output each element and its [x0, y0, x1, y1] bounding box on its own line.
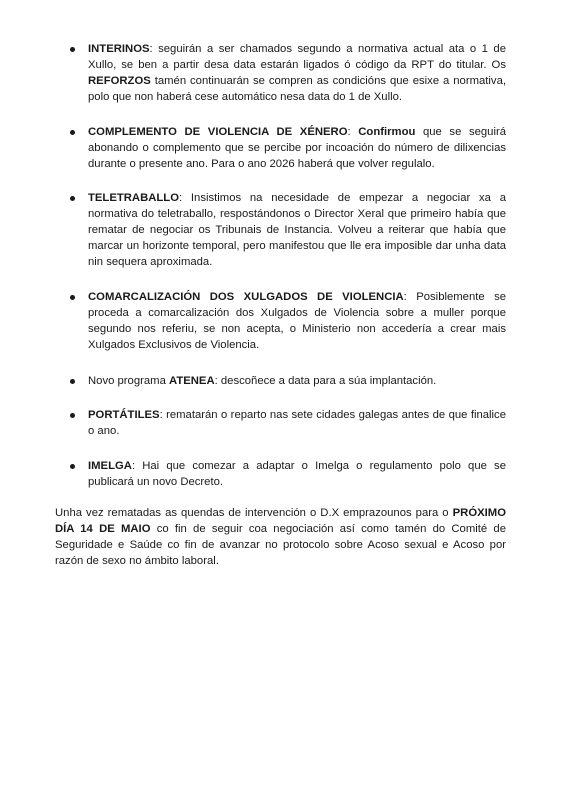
- list-item-teletraballo: [88, 190, 506, 270]
- bullet-icon: [70, 47, 75, 52]
- inline-bold: Confirmou: [358, 126, 416, 138]
- item-body: que se seguirá abonando o complemento que se percibe por incoación do número de dilixencias durante o presente ano. Para o ano 2026 haberá que volver regulalo.: [88, 126, 507, 170]
- item-heading: COMARCALIZACIÓN DOS XULGADOS DE VIOLENCIA: [88, 291, 404, 303]
- item-text: [88, 373, 506, 389]
- item-text: [88, 407, 506, 439]
- item-heading: COMPLEMENTO DE VIOLENCIA DE XÉNERO: [88, 126, 348, 138]
- list-item-imelga: [88, 458, 506, 490]
- item-body: tamén continuarán se compren as condicións que esixe a normativa, polo que non haberá cese automático nesa data do 1 de Xullo.: [88, 75, 506, 103]
- item-heading: PORTÁTILES: [88, 409, 160, 421]
- closing-text: Unha vez rematadas as quendas de intervención o D.X emprazounos para o: [55, 507, 453, 519]
- item-body: :: [347, 126, 359, 138]
- item-heading: INTERINOS: [88, 43, 150, 55]
- item-body: : seguirán a ser chamados segundo a normativa actual ata o 1 de Xullo, se ben a partir desa data estarán ligados ó código da RPT do titular. Os: [88, 43, 506, 71]
- item-heading: ATENEA: [169, 375, 215, 387]
- item-body: : descoñece a data para a súa implantación.: [214, 375, 437, 387]
- closing-text: co fin de seguir coa negociación así como tamén do Comité de Seguridade e Saúde co fin de avanzar no protocolo sobre Acoso sexual e Acoso por razón de sexo no ámbito laboral.: [55, 523, 506, 567]
- list-item-atenea: [88, 373, 506, 389]
- item-heading: TELETRABALLO: [88, 192, 179, 204]
- item-body: : Insistimos na necesidade de empezar a negociar xa a normativa do teletraballo, respostándonos o Director Xeral que primeiro había que rematar de negociar os Tribunais de Instancia. Volveu a reiterar que había que marcar un horizonte temporal, pero manifestou que lle era imposible dar unha data nin sequera aproximada.: [88, 192, 506, 268]
- item-body: Novo programa: [88, 375, 169, 387]
- list-item-portatiles: [88, 407, 506, 439]
- item-body: : rematarán o reparto nas sete cidades galegas antes de que finalice o ano.: [88, 409, 506, 437]
- bullet-icon: [70, 295, 75, 300]
- item-text: [88, 41, 506, 105]
- item-text: [88, 124, 506, 172]
- item-heading: IMELGA: [88, 460, 132, 472]
- bullet-icon: [70, 196, 75, 201]
- list-item-interinos: [88, 41, 506, 105]
- list-item-complemento: [88, 124, 506, 172]
- bullet-icon: [70, 379, 75, 384]
- meeting-date: PRÓXIMO DÍA 14 DE MAIO: [55, 507, 506, 535]
- bullet-icon: [70, 464, 75, 469]
- bullet-icon: [70, 413, 75, 418]
- closing-paragraph: [55, 505, 506, 569]
- item-body: : Hai que comezar a adaptar o Imelga o regulamento polo que se publicará un novo Decreto.: [88, 460, 506, 488]
- item-text: [88, 458, 506, 490]
- inline-bold: REFORZOS: [88, 75, 151, 87]
- item-text: [88, 289, 506, 353]
- list-item-comarcalizacion: [88, 289, 506, 353]
- bullet-icon: [70, 130, 75, 135]
- item-text: [88, 190, 506, 270]
- item-body: : Posiblemente se proceda a comarcalización dos Xulgados de Violencia sobre a muller porque segundo nos referiu, se non acepta, o Ministerio non accedería a crear mais Xulgados Exclusivos de Violencia.: [88, 291, 507, 351]
